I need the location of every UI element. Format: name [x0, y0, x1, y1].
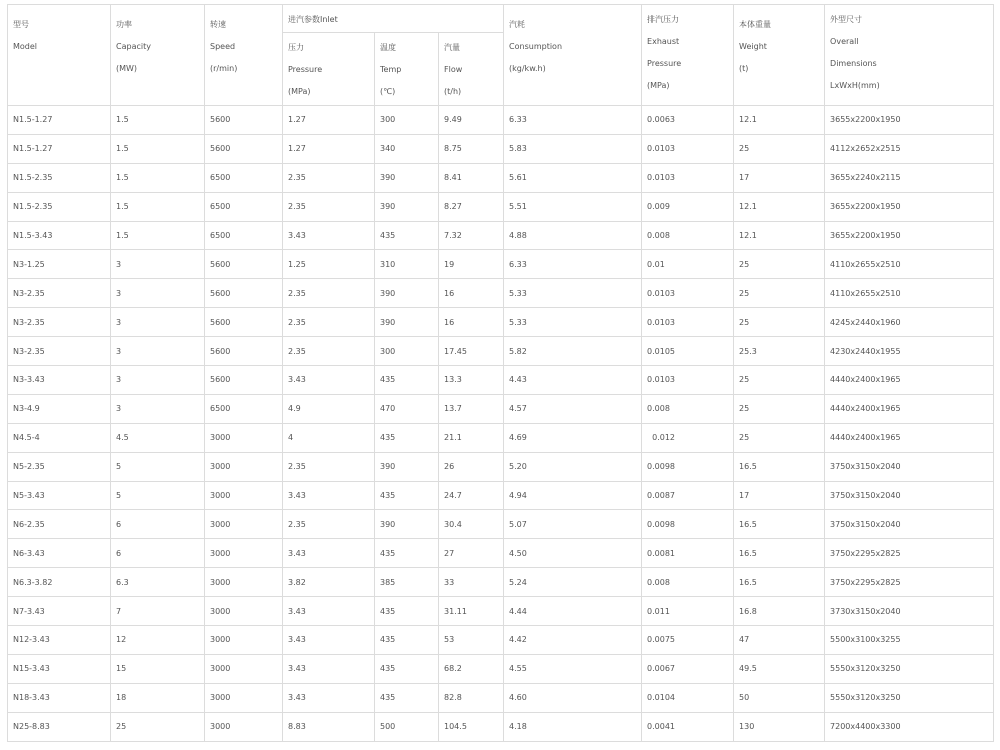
cell-consumption: 4.55	[504, 654, 642, 683]
table-row	[8, 539, 994, 568]
cell-speed: 5600	[205, 134, 283, 163]
cell-speed: 6500	[205, 163, 283, 192]
cell-temp: 435	[375, 626, 439, 655]
cell-capacity: 1.5	[111, 134, 205, 163]
cell-temp: 435	[375, 539, 439, 568]
cell-weight: 25	[734, 394, 825, 423]
cell-dimensions: 3750x2295x2825	[825, 539, 994, 568]
cell-model: N5-2.35	[8, 452, 111, 481]
cell-pressure: 8.83	[283, 712, 375, 741]
cell-exhaust-pressure: 0.0103	[642, 279, 734, 308]
cell-pressure: 2.35	[283, 510, 375, 539]
cell-consumption: 5.83	[504, 134, 642, 163]
cell-model: N1.5-1.27	[8, 106, 111, 135]
cell-consumption: 5.82	[504, 337, 642, 366]
cell-exhaust-pressure: 0.008	[642, 221, 734, 250]
cell-model: N3-1.25	[8, 250, 111, 279]
cell-consumption: 6.33	[504, 250, 642, 279]
cell-consumption: 5.33	[504, 308, 642, 337]
cell-flow: 8.41	[439, 163, 504, 192]
table-row	[8, 279, 994, 308]
cell-pressure: 3.43	[283, 539, 375, 568]
cell-speed: 6500	[205, 192, 283, 221]
cell-model: N5-3.43	[8, 481, 111, 510]
cell-speed: 5600	[205, 106, 283, 135]
cell-speed: 3000	[205, 539, 283, 568]
header-speed: 转速 Speed (r/min)	[205, 5, 283, 106]
cell-weight: 16.5	[734, 539, 825, 568]
cell-capacity: 1.5	[111, 106, 205, 135]
table-row	[8, 163, 994, 192]
cell-flow: 27	[439, 539, 504, 568]
cell-pressure: 4.9	[283, 394, 375, 423]
cell-consumption: 5.51	[504, 192, 642, 221]
cell-consumption: 4.44	[504, 597, 642, 626]
cell-model: N1.5-2.35	[8, 192, 111, 221]
cell-pressure: 2.35	[283, 192, 375, 221]
cell-temp: 500	[375, 712, 439, 741]
cell-weight: 25.3	[734, 337, 825, 366]
table-row	[8, 221, 994, 250]
cell-dimensions: 4245x2440x1960	[825, 308, 994, 337]
cell-speed: 3000	[205, 626, 283, 655]
cell-capacity: 5	[111, 481, 205, 510]
cell-flow: 33	[439, 568, 504, 597]
cell-pressure: 3.43	[283, 683, 375, 712]
cell-speed: 3000	[205, 654, 283, 683]
cell-speed: 3000	[205, 568, 283, 597]
cell-speed: 3000	[205, 597, 283, 626]
header-weight: 本体重量 Weight (t)	[734, 5, 825, 106]
cell-model: N7-3.43	[8, 597, 111, 626]
cell-weight: 25	[734, 423, 825, 452]
cell-exhaust-pressure: 0.0104	[642, 683, 734, 712]
cell-model: N6.3-3.82	[8, 568, 111, 597]
table-row	[8, 394, 994, 423]
cell-pressure: 3.43	[283, 626, 375, 655]
cell-pressure: 3.43	[283, 481, 375, 510]
cell-model: N6-2.35	[8, 510, 111, 539]
cell-dimensions: 4440x2400x1965	[825, 394, 994, 423]
cell-pressure: 2.35	[283, 279, 375, 308]
cell-consumption: 4.43	[504, 366, 642, 395]
cell-dimensions: 3750x3150x2040	[825, 481, 994, 510]
cell-temp: 340	[375, 134, 439, 163]
cell-flow: 9.49	[439, 106, 504, 135]
cell-flow: 30.4	[439, 510, 504, 539]
cell-weight: 25	[734, 134, 825, 163]
cell-flow: 16	[439, 279, 504, 308]
cell-dimensions: 3655x2200x1950	[825, 106, 994, 135]
cell-consumption: 4.50	[504, 539, 642, 568]
cell-flow: 8.27	[439, 192, 504, 221]
header-inlet: 进汽参数Inlet	[283, 5, 504, 33]
cell-dimensions: 3750x3150x2040	[825, 452, 994, 481]
cell-pressure: 2.35	[283, 337, 375, 366]
table-row	[8, 597, 994, 626]
cell-speed: 3000	[205, 712, 283, 741]
cell-model: N18-3.43	[8, 683, 111, 712]
cell-capacity: 3	[111, 337, 205, 366]
table-row	[8, 654, 994, 683]
cell-pressure: 1.27	[283, 106, 375, 135]
cell-consumption: 4.69	[504, 423, 642, 452]
cell-speed: 5600	[205, 308, 283, 337]
spec-table-container	[7, 4, 993, 742]
table-row	[8, 510, 994, 539]
cell-exhaust-pressure: 0.0041	[642, 712, 734, 741]
cell-weight: 50	[734, 683, 825, 712]
cell-weight: 16.5	[734, 510, 825, 539]
cell-dimensions: 3655x2200x1950	[825, 221, 994, 250]
cell-speed: 3000	[205, 481, 283, 510]
cell-temp: 390	[375, 510, 439, 539]
cell-weight: 25	[734, 366, 825, 395]
cell-exhaust-pressure: 0.0103	[642, 308, 734, 337]
table-row	[8, 192, 994, 221]
cell-consumption: 5.33	[504, 279, 642, 308]
cell-temp: 435	[375, 366, 439, 395]
table-row	[8, 337, 994, 366]
cell-dimensions: 4440x2400x1965	[825, 423, 994, 452]
cell-model: N3-4.9	[8, 394, 111, 423]
cell-dimensions: 4112x2652x2515	[825, 134, 994, 163]
cell-dimensions: 5550x3120x3250	[825, 654, 994, 683]
cell-model: N3-2.35	[8, 308, 111, 337]
cell-model: N1.5-1.27	[8, 134, 111, 163]
cell-dimensions: 5550x3120x3250	[825, 683, 994, 712]
cell-temp: 470	[375, 394, 439, 423]
cell-flow: 13.7	[439, 394, 504, 423]
cell-capacity: 3	[111, 250, 205, 279]
cell-temp: 310	[375, 250, 439, 279]
cell-dimensions: 4110x2655x2510	[825, 250, 994, 279]
cell-weight: 17	[734, 163, 825, 192]
cell-consumption: 5.07	[504, 510, 642, 539]
cell-flow: 7.32	[439, 221, 504, 250]
cell-weight: 16.5	[734, 452, 825, 481]
cell-capacity: 1.5	[111, 192, 205, 221]
cell-weight: 25	[734, 250, 825, 279]
cell-capacity: 12	[111, 626, 205, 655]
table-row	[8, 423, 994, 452]
table-row	[8, 250, 994, 279]
cell-speed: 3000	[205, 452, 283, 481]
header-flow: 汽量 Flow (t/h)	[439, 33, 504, 106]
cell-capacity: 1.5	[111, 163, 205, 192]
cell-capacity: 4.5	[111, 423, 205, 452]
cell-pressure: 3.43	[283, 221, 375, 250]
cell-weight: 12.1	[734, 106, 825, 135]
cell-capacity: 1.5	[111, 221, 205, 250]
cell-dimensions: 3730x3150x2040	[825, 597, 994, 626]
cell-exhaust-pressure: 0.0087	[642, 481, 734, 510]
cell-exhaust-pressure: 0.0067	[642, 654, 734, 683]
cell-temp: 435	[375, 221, 439, 250]
header-model: 型号 Model	[8, 5, 111, 106]
cell-weight: 16.8	[734, 597, 825, 626]
cell-dimensions: 7200x4400x3300	[825, 712, 994, 741]
cell-model: N3-3.43	[8, 366, 111, 395]
cell-pressure: 2.35	[283, 452, 375, 481]
header-temp: 温度 Temp (℃)	[375, 33, 439, 106]
table-row	[8, 683, 994, 712]
header-pressure: 压力 Pressure (MPa)	[283, 33, 375, 106]
cell-speed: 5600	[205, 279, 283, 308]
table-row	[8, 366, 994, 395]
cell-temp: 435	[375, 423, 439, 452]
cell-temp: 390	[375, 308, 439, 337]
cell-dimensions: 4440x2400x1965	[825, 366, 994, 395]
cell-model: N1.5-3.43	[8, 221, 111, 250]
table-row	[8, 712, 994, 741]
cell-dimensions: 4110x2655x2510	[825, 279, 994, 308]
cell-exhaust-pressure: 0.0063	[642, 106, 734, 135]
cell-consumption: 4.57	[504, 394, 642, 423]
cell-temp: 435	[375, 481, 439, 510]
cell-pressure: 1.27	[283, 134, 375, 163]
cell-flow: 8.75	[439, 134, 504, 163]
cell-exhaust-pressure: 0.0103	[642, 163, 734, 192]
table-row	[8, 452, 994, 481]
cell-consumption: 4.88	[504, 221, 642, 250]
cell-flow: 104.5	[439, 712, 504, 741]
header-capacity: 功率 Capacity (MW)	[111, 5, 205, 106]
cell-weight: 25	[734, 308, 825, 337]
cell-capacity: 15	[111, 654, 205, 683]
cell-dimensions: 3750x3150x2040	[825, 510, 994, 539]
cell-exhaust-pressure: 0.0081	[642, 539, 734, 568]
cell-consumption: 5.61	[504, 163, 642, 192]
cell-speed: 3000	[205, 683, 283, 712]
cell-capacity: 3	[111, 366, 205, 395]
cell-capacity: 25	[111, 712, 205, 741]
cell-weight: 17	[734, 481, 825, 510]
cell-model: N25-8.83	[8, 712, 111, 741]
cell-temp: 435	[375, 683, 439, 712]
cell-weight: 47	[734, 626, 825, 655]
cell-pressure: 2.35	[283, 163, 375, 192]
cell-model: N12-3.43	[8, 626, 111, 655]
cell-model: N15-3.43	[8, 654, 111, 683]
table-row	[8, 134, 994, 163]
cell-consumption: 5.20	[504, 452, 642, 481]
cell-speed: 6500	[205, 221, 283, 250]
cell-capacity: 6	[111, 539, 205, 568]
cell-model: N3-2.35	[8, 279, 111, 308]
cell-exhaust-pressure: 0.011	[642, 597, 734, 626]
cell-capacity: 5	[111, 452, 205, 481]
cell-dimensions: 4230x2440x1955	[825, 337, 994, 366]
table-row	[8, 481, 994, 510]
cell-temp: 300	[375, 106, 439, 135]
cell-flow: 13.3	[439, 366, 504, 395]
cell-pressure: 3.43	[283, 654, 375, 683]
cell-flow: 24.7	[439, 481, 504, 510]
cell-flow: 53	[439, 626, 504, 655]
cell-temp: 390	[375, 279, 439, 308]
header-consumption: 汽耗 Consumption (kg/kw.h)	[504, 5, 642, 106]
cell-temp: 435	[375, 654, 439, 683]
cell-speed: 5600	[205, 366, 283, 395]
cell-speed: 3000	[205, 510, 283, 539]
cell-dimensions: 3655x2200x1950	[825, 192, 994, 221]
table-body	[8, 106, 994, 742]
cell-model: N6-3.43	[8, 539, 111, 568]
cell-pressure: 2.35	[283, 308, 375, 337]
cell-exhaust-pressure: 0.0103	[642, 366, 734, 395]
cell-temp: 390	[375, 163, 439, 192]
cell-exhaust-pressure: 0.0103	[642, 134, 734, 163]
cell-consumption: 4.94	[504, 481, 642, 510]
cell-flow: 16	[439, 308, 504, 337]
table-header	[8, 5, 994, 106]
cell-weight: 49.5	[734, 654, 825, 683]
cell-flow: 26	[439, 452, 504, 481]
cell-consumption: 4.18	[504, 712, 642, 741]
cell-dimensions: 3655x2240x2115	[825, 163, 994, 192]
cell-model: N1.5-2.35	[8, 163, 111, 192]
cell-exhaust-pressure: 0.012	[642, 423, 734, 452]
cell-speed: 6500	[205, 394, 283, 423]
cell-capacity: 3	[111, 308, 205, 337]
cell-temp: 300	[375, 337, 439, 366]
cell-capacity: 6	[111, 510, 205, 539]
cell-capacity: 3	[111, 394, 205, 423]
cell-dimensions: 5500x3100x3255	[825, 626, 994, 655]
cell-weight: 16.5	[734, 568, 825, 597]
cell-temp: 385	[375, 568, 439, 597]
turbine-spec-table	[7, 4, 994, 742]
table-row	[8, 106, 994, 135]
cell-pressure: 3.82	[283, 568, 375, 597]
cell-consumption: 4.42	[504, 626, 642, 655]
cell-pressure: 3.43	[283, 597, 375, 626]
cell-weight: 12.1	[734, 192, 825, 221]
cell-capacity: 7	[111, 597, 205, 626]
cell-weight: 130	[734, 712, 825, 741]
cell-dimensions: 3750x2295x2825	[825, 568, 994, 597]
cell-weight: 25	[734, 279, 825, 308]
cell-flow: 82.8	[439, 683, 504, 712]
table-row	[8, 568, 994, 597]
cell-exhaust-pressure: 0.01	[642, 250, 734, 279]
cell-model: N4.5-4	[8, 423, 111, 452]
cell-pressure: 4	[283, 423, 375, 452]
cell-exhaust-pressure: 0.008	[642, 568, 734, 597]
cell-exhaust-pressure: 0.0105	[642, 337, 734, 366]
cell-flow: 21.1	[439, 423, 504, 452]
cell-temp: 390	[375, 192, 439, 221]
cell-model: N3-2.35	[8, 337, 111, 366]
cell-temp: 390	[375, 452, 439, 481]
cell-pressure: 1.25	[283, 250, 375, 279]
cell-pressure: 3.43	[283, 366, 375, 395]
cell-weight: 12.1	[734, 221, 825, 250]
header-dimensions: 外型尺寸 Overall Dimensions LxWxH(mm)	[825, 5, 994, 106]
cell-exhaust-pressure: 0.008	[642, 394, 734, 423]
table-row	[8, 626, 994, 655]
cell-flow: 19	[439, 250, 504, 279]
cell-speed: 3000	[205, 423, 283, 452]
cell-exhaust-pressure: 0.009	[642, 192, 734, 221]
header-exhaust: 排汽压力 Exhaust Pressure (MPa)	[642, 5, 734, 106]
cell-exhaust-pressure: 0.0098	[642, 510, 734, 539]
cell-capacity: 18	[111, 683, 205, 712]
cell-speed: 5600	[205, 250, 283, 279]
cell-temp: 435	[375, 597, 439, 626]
cell-capacity: 3	[111, 279, 205, 308]
cell-flow: 68.2	[439, 654, 504, 683]
cell-exhaust-pressure: 0.0098	[642, 452, 734, 481]
cell-flow: 31.11	[439, 597, 504, 626]
cell-consumption: 4.60	[504, 683, 642, 712]
cell-capacity: 6.3	[111, 568, 205, 597]
cell-speed: 5600	[205, 337, 283, 366]
cell-consumption: 6.33	[504, 106, 642, 135]
table-row	[8, 308, 994, 337]
cell-flow: 17.45	[439, 337, 504, 366]
cell-exhaust-pressure: 0.0075	[642, 626, 734, 655]
cell-consumption: 5.24	[504, 568, 642, 597]
